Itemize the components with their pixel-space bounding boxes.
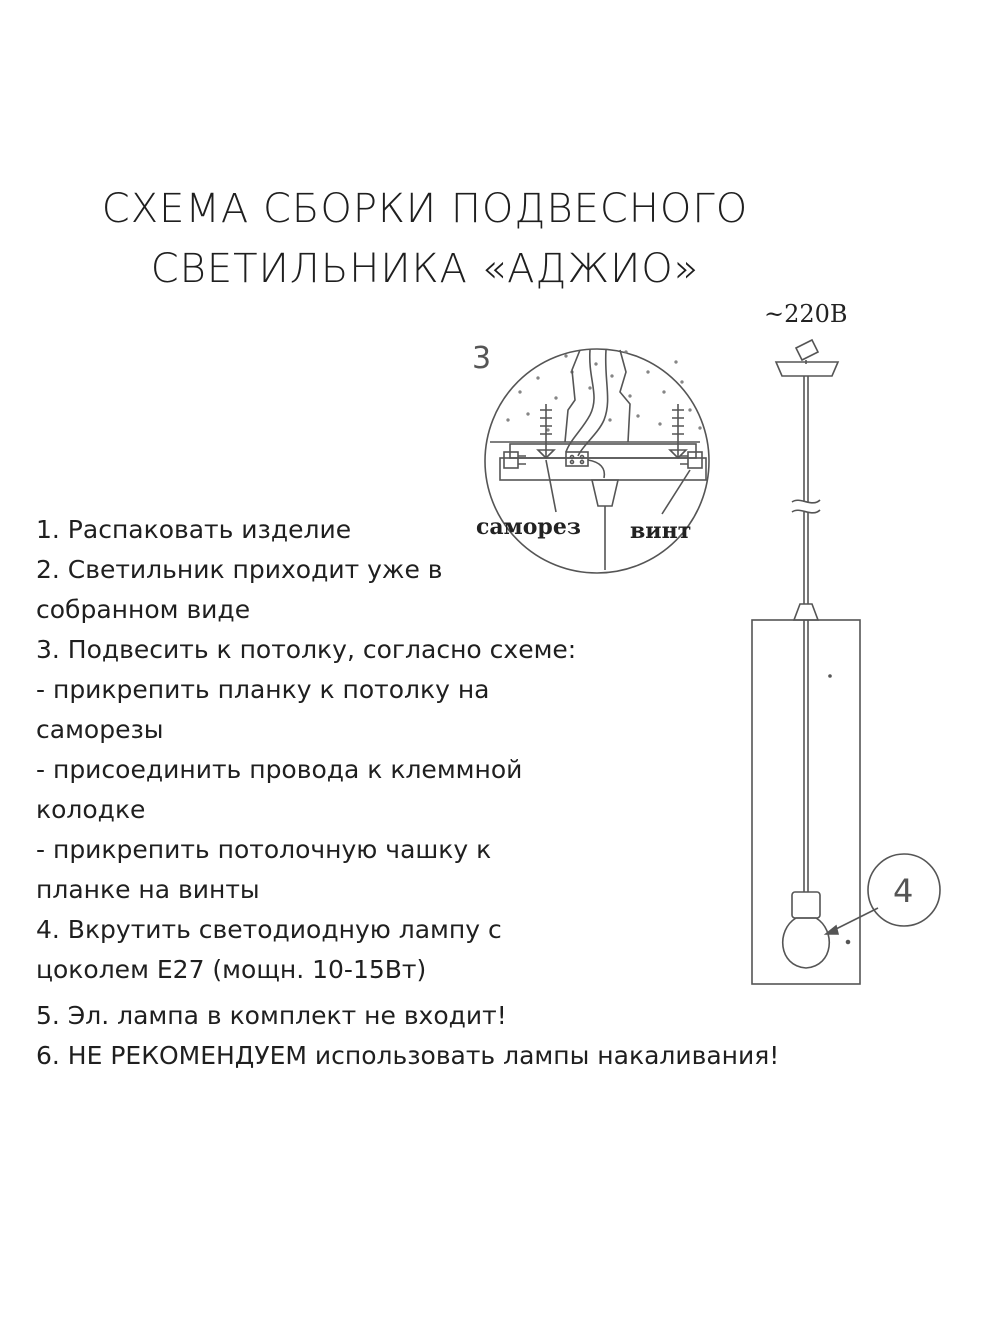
assembly-instructions <box>36 510 656 990</box>
cable-break <box>792 500 820 513</box>
side-bolt-right <box>680 452 702 468</box>
screw-label: саморез <box>476 514 581 540</box>
note-line: 5. Эл. лампа в комплект не входит! <box>36 1001 507 1030</box>
note-line: 6. НЕ РЕКОМЕНДУЕМ использовать лампы накаливания! <box>36 1041 780 1070</box>
instruction-line: - прикрепить потолочную чашку к <box>36 835 492 864</box>
side-bolt-left <box>504 452 526 468</box>
supply-wire-1 <box>566 350 594 452</box>
lamp-callout: 4 <box>893 872 914 910</box>
instruction-line: 1. Распаковать изделие <box>36 515 352 544</box>
instruction-line: саморезы <box>36 715 164 744</box>
instruction-line: цоколем Е27 (мощн. 10-15Вт) <box>36 955 427 984</box>
instruction-line: 4. Вкрутить светодиодную лампу с <box>36 915 502 944</box>
instruction-line: - прикрепить планку к потолку на <box>36 675 490 704</box>
shade-fitting <box>794 604 818 620</box>
lamp-socket <box>792 892 820 918</box>
ceiling-canopy <box>776 362 838 376</box>
light-bulb <box>783 918 830 968</box>
title-line-1: СХЕМА СБОРКИ ПОДВЕСНОГО <box>101 186 749 232</box>
instruction-line: колодке <box>36 795 146 824</box>
supply-wire-2 <box>578 350 608 456</box>
instruction-line: 2. Светильник приходит уже в <box>36 555 443 584</box>
terminal-block <box>566 452 588 466</box>
instruction-line: планке на винты <box>36 875 260 904</box>
bolt-label: винт <box>630 518 692 544</box>
title-line-2: СВЕТИЛЬНИКА «АДЖИО» <box>150 246 700 292</box>
instruction-line: - присоединить провода к клеммной <box>36 755 523 784</box>
instruction-line: собранном виде <box>36 595 251 624</box>
warning-notes <box>36 996 976 1076</box>
cable-gland <box>592 480 618 506</box>
detail-callout: 3 <box>472 341 492 376</box>
screw-leader <box>546 460 556 512</box>
bolt-leader <box>662 470 690 514</box>
power-connector <box>796 340 818 360</box>
cylinder-shade <box>752 620 860 984</box>
instruction-line: 3. Подвесить к потолку, согласно схеме: <box>36 635 577 664</box>
voltage-label: ~220В <box>764 300 848 328</box>
